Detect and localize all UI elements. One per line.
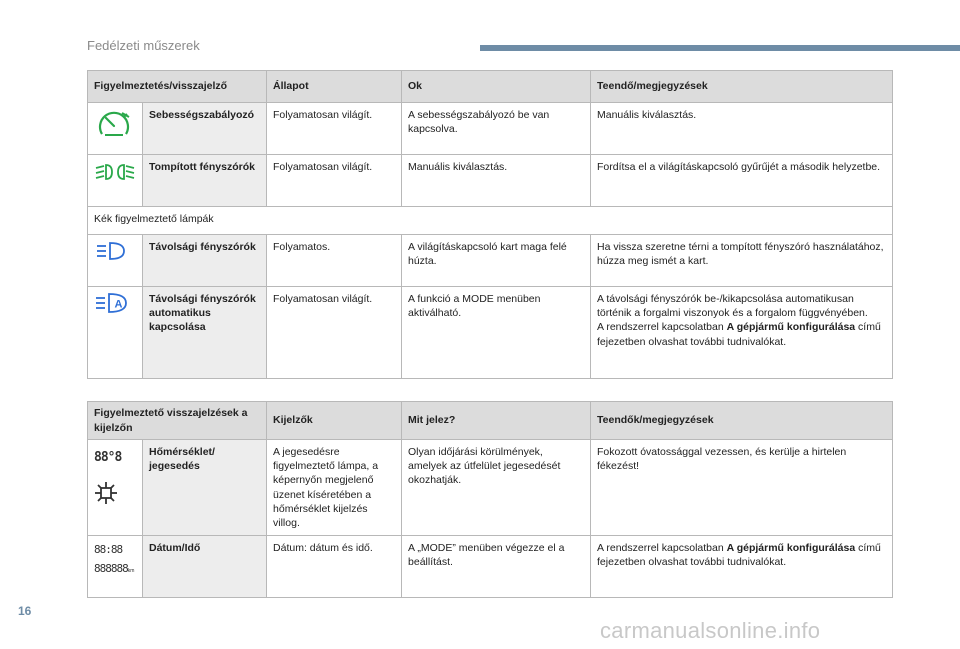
section-label-row [88, 207, 893, 235]
indicator-action: Fokozott óvatossággal vezessen, és kerülje a hirtelen fékezést! [591, 440, 893, 536]
display-warnings-table [87, 401, 893, 598]
table-row [88, 440, 893, 536]
indicator-name: Távolsági fényszórók [143, 235, 267, 287]
indicator-state: Folyamatosan világít. [267, 155, 402, 207]
table-header-row [88, 402, 893, 440]
indicator-display: A jegesedésre figyelmeztető lámpa, a képernyőn megjelenő üzenet kíséretében a hőmérséklet kijelzés villog. [267, 440, 402, 536]
header-accent-bar [480, 45, 960, 51]
temperature-segment-display: 88°8 [94, 450, 122, 465]
indicator-state: Folyamatos. [267, 235, 402, 287]
odometer-unit: km [127, 567, 135, 574]
column-header: Kijelzők [267, 402, 402, 440]
indicator-state: Folyamatosan világít. [267, 287, 402, 379]
table-row [88, 536, 893, 598]
page-number: 16 [18, 604, 32, 618]
table-row [88, 235, 893, 287]
date-time-icon-cell [88, 536, 143, 598]
indicator-cause: Manuális kiválasztás. [402, 155, 591, 207]
column-header: Teendő/megjegyzések [591, 71, 893, 103]
page-section-title: Fedélzeti műszerek [87, 38, 200, 53]
indicator-name: Távolsági fényszórók automatikus kapcsolása [143, 287, 267, 379]
indicator-action [591, 287, 893, 379]
table-header-row [88, 71, 893, 103]
indicator-action: Ha vissza szeretne térni a tompított fényszóró használatához, húzza meg ismét a kart. [591, 235, 893, 287]
chapter-reference: A gépjármű konfigurálása [726, 542, 856, 555]
clock-segment-display: 88:88 [94, 543, 123, 557]
auto-main-beam-icon [88, 287, 143, 379]
column-header: Állapot [267, 71, 402, 103]
table-row [88, 155, 893, 207]
action-text: A rendszerrel kapcsolatban [597, 321, 727, 334]
main-beam-icon [88, 235, 143, 287]
indicator-meaning: A „MODE” menüben végezze el a beállítást. [402, 536, 591, 598]
table-row [88, 103, 893, 155]
odometer-segment-display: 888888 [94, 561, 128, 575]
indicator-name: Hőmérséklet/ jegesedés [143, 440, 267, 536]
warning-lights-table [87, 70, 893, 379]
indicator-state: Folyamatosan világít. [267, 103, 402, 155]
indicator-cause: A sebességszabályozó be van kapcsolva. [402, 103, 591, 155]
action-text: A távolsági fényszórók be-/kikapcsolása automatikusan történik a forgalmi viszonyok és a forgalom függvényében. [597, 293, 868, 320]
indicator-meaning: Olyan időjárási körülmények, amelyek az útfelület jegesedését okozhatják. [402, 440, 591, 536]
chapter-reference: A gépjármű konfigurálása [726, 321, 856, 334]
indicator-name: Dátum/Idő [143, 536, 267, 598]
svg-text:A: A [114, 298, 123, 311]
indicator-name: Tompított fényszórók [143, 155, 267, 207]
indicator-action [591, 536, 893, 598]
speed-limiter-icon [88, 103, 143, 155]
indicator-action: Manuális kiválasztás. [591, 103, 893, 155]
column-header: Ok [402, 71, 591, 103]
temperature-icon-cell [88, 440, 143, 536]
column-header: Figyelmeztető visszajelzések a kijelzőn [88, 402, 267, 440]
indicator-display: Dátum: dátum és idő. [267, 536, 402, 598]
indicator-action: Fordítsa el a világításkapcsoló gyűrűjét a második helyzetbe. [591, 155, 893, 207]
indicator-cause: A világításkapcsoló kart maga felé húzta. [402, 235, 591, 287]
column-header: Mit jelez? [402, 402, 591, 440]
column-header: Teendők/megjegyzések [591, 402, 893, 440]
watermark: carmanualsonline.info [600, 618, 821, 643]
column-header: Figyelmeztetés/visszajelző [88, 71, 267, 103]
action-text: A rendszerrel kapcsolatban [597, 542, 727, 555]
dipped-headlights-icon [88, 155, 143, 207]
section-label: Kék figyelmeztető lámpák [88, 207, 893, 235]
table-row [88, 287, 893, 379]
action-text: című fejezetben olvashat további tudnivalókat. [597, 542, 881, 569]
snowflake-icon [94, 481, 118, 505]
action-text: című fejezetben olvashat további tudnivalókat. [597, 321, 881, 348]
indicator-name: Sebességszabályozó [143, 103, 267, 155]
indicator-cause: A funkció a MODE menüben aktiválható. [402, 287, 591, 379]
